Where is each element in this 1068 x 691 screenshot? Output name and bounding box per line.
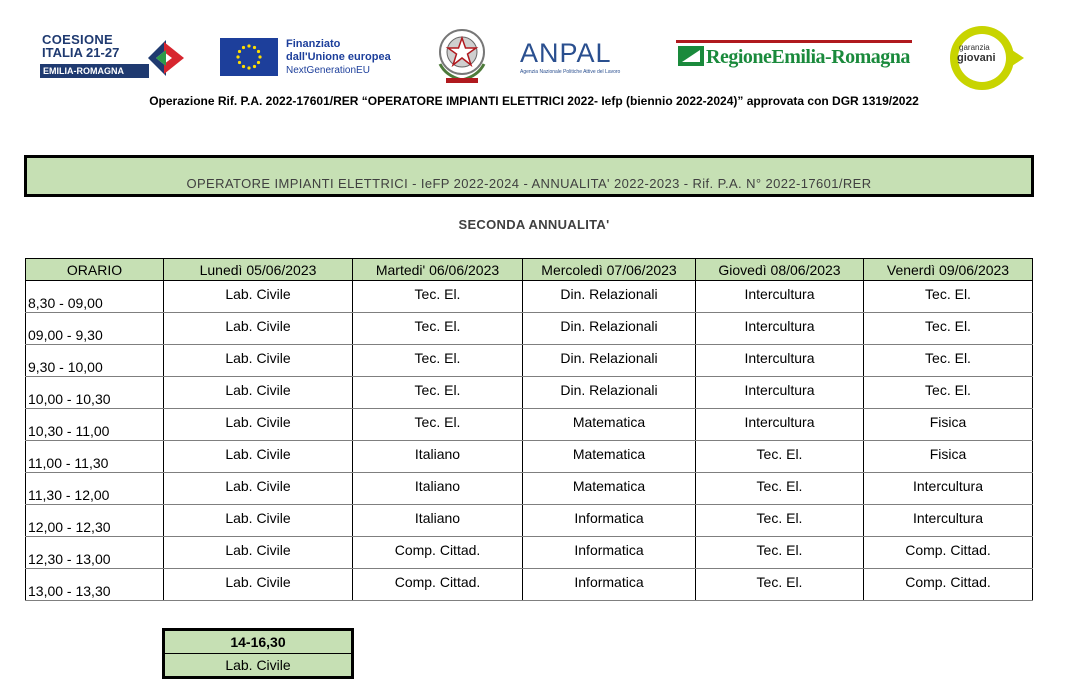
subject-label: Comp. Cittad.	[905, 574, 991, 590]
column-header-day: Venerdì 09/06/2023	[864, 259, 1033, 281]
subject-cell	[353, 537, 523, 569]
time-slot-label: 09,00 - 9,30	[28, 327, 103, 343]
subject-cell	[523, 345, 696, 377]
subject-cell	[696, 441, 864, 473]
time-slot-cell	[26, 409, 164, 441]
subject-cell	[164, 345, 353, 377]
subject-cell	[696, 537, 864, 569]
subject-cell	[696, 505, 864, 537]
time-slot-cell	[26, 313, 164, 345]
subject-cell	[523, 441, 696, 473]
subject-label: Italiano	[414, 478, 461, 494]
subject-cell	[523, 281, 696, 313]
afternoon-time: 14-16,30	[165, 631, 351, 654]
column-header-orario: ORARIO	[26, 259, 164, 281]
subject-cell	[864, 345, 1033, 377]
subject-cell	[523, 537, 696, 569]
table-row	[26, 281, 1033, 313]
subject-cell	[353, 345, 523, 377]
subject-cell	[353, 281, 523, 313]
table-row	[26, 409, 1033, 441]
time-slot-label: 12,00 - 12,30	[28, 519, 111, 535]
subject-label: Intercultura	[744, 350, 815, 366]
eu-logo	[220, 38, 410, 78]
year-subtitle: SECONDA ANNUALITA'	[458, 217, 610, 232]
column-header-day: Giovedì 08/06/2023	[696, 259, 864, 281]
table-row	[26, 505, 1033, 537]
subject-cell	[164, 377, 353, 409]
subject-label: Din. Relazionali	[560, 318, 658, 334]
coesione-line2: ITALIA 21-27	[42, 45, 120, 60]
time-slot-cell	[26, 441, 164, 473]
subject-label: Tec. El.	[756, 574, 803, 590]
subject-label: Lab. Civile	[225, 318, 291, 334]
subject-label: Lab. Civile	[225, 510, 291, 526]
subject-cell	[696, 569, 864, 601]
garanzia-line2: giovani	[957, 52, 996, 64]
subject-cell	[523, 377, 696, 409]
time-slot-label: 10,30 - 11,00	[28, 423, 110, 439]
subject-cell	[353, 569, 523, 601]
subject-label: Lab. Civile	[225, 574, 291, 590]
subject-cell	[164, 409, 353, 441]
time-slot-cell	[26, 537, 164, 569]
subject-cell	[523, 473, 696, 505]
time-slot-label: 12,30 - 13,00	[28, 551, 111, 567]
anpal-logo	[520, 38, 650, 78]
subject-cell	[353, 473, 523, 505]
time-slot-label: 8,30 - 09,00	[28, 295, 103, 311]
subject-cell	[353, 313, 523, 345]
subject-label: Informatica	[574, 510, 644, 526]
subject-label: Informatica	[574, 574, 644, 590]
subject-label: Italiano	[414, 510, 461, 526]
subject-label: Intercultura	[912, 510, 984, 526]
subject-cell	[353, 377, 523, 409]
subject-label: Tec. El.	[925, 350, 971, 366]
anpal-name: ANPAL	[520, 38, 612, 68]
subject-label: Tec. El.	[414, 350, 461, 366]
subject-cell	[864, 569, 1033, 601]
subject-label: Intercultura	[744, 286, 815, 302]
coesione-arrow-icon	[144, 36, 188, 80]
subject-label: Tec. El.	[414, 286, 461, 302]
subject-label: Lab. Civile	[225, 350, 291, 366]
subject-label: Tec. El.	[414, 318, 461, 334]
subject-cell	[864, 441, 1033, 473]
subject-cell	[164, 281, 353, 313]
coesione-band: EMILIA-ROMAGNA	[40, 64, 149, 78]
time-slot-cell	[26, 281, 164, 313]
subject-cell	[523, 409, 696, 441]
subject-label: Matematica	[572, 446, 646, 462]
anpal-subtitle: Agenzia Nazionale Politiche Attive del Lavoro	[520, 69, 621, 75]
eu-line1: Finanziato	[286, 38, 341, 50]
subject-cell	[164, 569, 353, 601]
subject-label: Comp. Cittad.	[394, 574, 481, 590]
eu-line2: dall'Unione europea	[286, 51, 391, 63]
subject-label: Comp. Cittad.	[394, 542, 481, 558]
subject-label: Din. Relazionali	[560, 286, 658, 302]
subject-label: Lab. Civile	[225, 446, 291, 462]
subject-cell	[164, 313, 353, 345]
subject-label: Intercultura	[744, 414, 815, 430]
subject-label: Tec. El.	[925, 286, 971, 302]
time-slot-cell	[26, 377, 164, 409]
regione-logo	[676, 40, 914, 72]
subject-label: Lab. Civile	[225, 478, 291, 494]
subject-cell	[696, 313, 864, 345]
subject-label: Italiano	[414, 446, 461, 462]
italian-emblem-icon	[432, 24, 492, 86]
subject-cell	[696, 345, 864, 377]
subject-cell	[353, 409, 523, 441]
afternoon-session-box	[162, 628, 354, 679]
course-title-box	[24, 155, 1034, 197]
subject-cell	[696, 473, 864, 505]
afternoon-subject: Lab. Civile	[225, 657, 291, 673]
garanzia-giovani-logo	[946, 24, 1026, 92]
subject-label: Tec. El.	[414, 414, 461, 430]
time-slot-cell	[26, 505, 164, 537]
subject-cell	[864, 313, 1033, 345]
subject-cell	[164, 505, 353, 537]
column-header-day: Mercoledì 07/06/2023	[523, 259, 696, 281]
column-header-day: Lunedì 05/06/2023	[164, 259, 353, 281]
subject-cell	[353, 505, 523, 537]
table-row	[26, 377, 1033, 409]
subject-cell	[523, 505, 696, 537]
subject-cell	[864, 377, 1033, 409]
table-row	[26, 441, 1033, 473]
time-slot-label: 9,30 - 10,00	[28, 359, 103, 375]
subject-label: Tec. El.	[756, 478, 803, 494]
subject-cell	[696, 281, 864, 313]
subject-label: Lab. Civile	[225, 414, 291, 430]
subject-cell	[864, 505, 1033, 537]
subject-label: Lab. Civile	[225, 286, 291, 302]
weekly-schedule-table	[25, 258, 1033, 601]
course-title: OPERATORE IMPIANTI ELETTRICI - IeFP 2022-2024 - ANNUALITA' 2022-2023 - Rif. P.A. N° 2022-17601/RER	[186, 176, 872, 191]
subject-label: Matematica	[572, 414, 646, 430]
subject-label: Fisica	[929, 446, 967, 462]
table-header-row	[26, 259, 1033, 281]
table-row	[26, 473, 1033, 505]
time-slot-cell	[26, 473, 164, 505]
table-row	[26, 537, 1033, 569]
subject-cell	[164, 441, 353, 473]
time-slot-cell	[26, 345, 164, 377]
regione-square-icon	[678, 46, 704, 66]
coesione-line1: COESIONE	[42, 32, 114, 47]
subject-cell	[864, 409, 1033, 441]
subject-label: Informatica	[574, 542, 644, 558]
subject-label: Intercultura	[744, 318, 815, 334]
subject-cell	[164, 473, 353, 505]
time-slot-label: 11,30 - 12,00	[28, 487, 110, 503]
regione-name: RegioneEmilia-Romagna	[706, 46, 910, 68]
regione-red-bar	[676, 40, 912, 43]
time-slot-label: 13,00 - 13,30	[28, 583, 111, 599]
subject-cell	[164, 537, 353, 569]
subject-cell	[523, 569, 696, 601]
eu-line3: NextGenerationEU	[286, 65, 370, 76]
subject-cell	[523, 313, 696, 345]
subject-label: Din. Relazionali	[560, 350, 658, 366]
time-slot-label: 11,00 - 11,30	[28, 455, 109, 471]
time-slot-cell	[26, 569, 164, 601]
subject-label: Tec. El.	[925, 382, 971, 398]
subject-label: Tec. El.	[756, 542, 803, 558]
subject-cell	[864, 473, 1033, 505]
subject-label: Lab. Civile	[225, 382, 291, 398]
subject-label: Fisica	[929, 414, 967, 430]
subject-label: Tec. El.	[925, 318, 971, 334]
eu-flag-icon	[220, 38, 278, 76]
subject-label: Intercultura	[912, 478, 984, 494]
subject-label: Lab. Civile	[225, 542, 291, 558]
subject-cell	[696, 409, 864, 441]
subject-label: Tec. El.	[756, 446, 803, 462]
subject-cell	[864, 537, 1033, 569]
table-row	[26, 313, 1033, 345]
subject-label: Din. Relazionali	[560, 382, 658, 398]
subject-label: Tec. El.	[414, 382, 461, 398]
subject-cell	[696, 377, 864, 409]
coesione-logo	[40, 32, 188, 82]
time-slot-label: 10,00 - 10,30	[28, 391, 111, 407]
garanzia-line1: garanzia	[959, 43, 990, 52]
column-header-day: Martedi' 06/06/2023	[353, 259, 523, 281]
subject-label: Matematica	[572, 478, 646, 494]
table-row	[26, 569, 1033, 601]
subject-label: Tec. El.	[756, 510, 803, 526]
operation-reference: Operazione Rif. P.A. 2022-17601/RER “OPERATORE IMPIANTI ELETTRICI 2022- Iefp (biennio 2022-2024)” approvata con DGR 1319/2022	[149, 94, 919, 108]
logo-header	[0, 0, 1068, 92]
subject-label: Intercultura	[744, 382, 815, 398]
subject-cell	[864, 281, 1033, 313]
table-row	[26, 345, 1033, 377]
subject-cell	[353, 441, 523, 473]
subject-label: Comp. Cittad.	[905, 542, 991, 558]
